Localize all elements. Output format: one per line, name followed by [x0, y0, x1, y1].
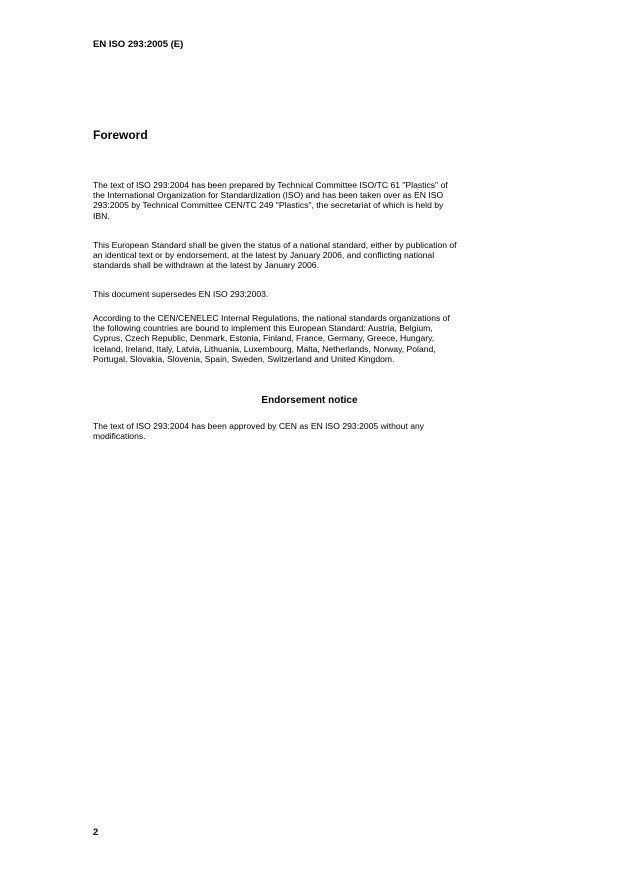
endorsement-heading: Endorsement notice: [261, 395, 358, 406]
foreword-paragraph: This document supersedes EN ISO 293:2003.: [93, 289, 269, 299]
foreword-heading: Foreword: [93, 128, 148, 142]
foreword-paragraph: This European Standard shall be given the status of a national standard, either by publication of an identical text or by endorsement, at the latest by January 2006, and conflicting national standards shall be withdrawn at the latest by January 2006.: [93, 240, 457, 271]
endorsement-paragraph: The text of ISO 293:2004 has been approved by CEN as EN ISO 293:2005 without any modifications.: [93, 421, 425, 442]
foreword-paragraph: The text of ISO 293:2004 has been prepared by Technical Committee ISO/TC 61 "Plastics" of the International Organization for Standardization (ISO) and has been taken over as EN ISO 293:2005 by Technical Committee CEN/TC 249 "Plastics", the secretariat of which is held by IBN.: [93, 180, 448, 221]
page-number: 2: [93, 827, 99, 838]
foreword-paragraph: According to the CEN/CENELEC Internal Regulations, the national standards organizations of the following countries are bound to implement this European Standard: Austria, Belgium, Cyprus, Czech Republic, Denmark, Estonia, Finland, France, Germany, Greece, Hungary, Iceland, Ireland, Italy, Latvia, Lithuania, Luxembourg, Malta, Netherlands, Norway, Poland, Portugal, Slovakia, Slovenia, Spain, Sweden, Switzerland and United Kingdom.: [93, 313, 450, 364]
document-header: EN ISO 293:2005 (E): [93, 39, 184, 50]
